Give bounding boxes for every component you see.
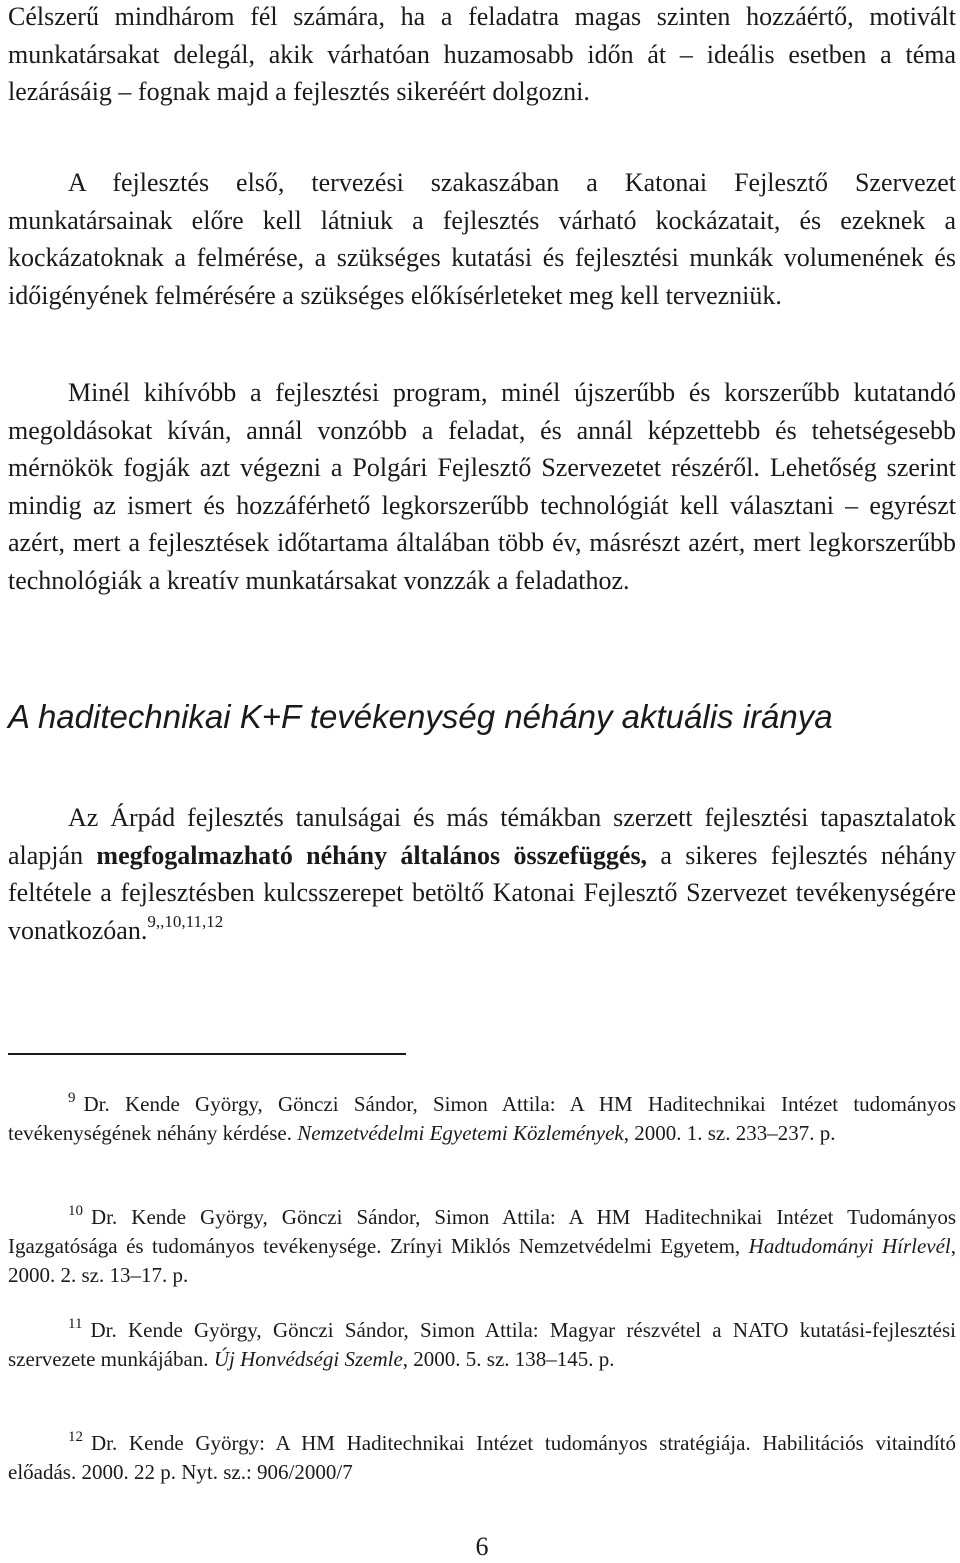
footnote-publication: Új Honvédségi Szemle [213,1347,403,1371]
footnote-citation-rest: , 2000. 2. sz. 13–17. p. [8,1234,956,1287]
paragraph-delegation: Célszerű mindhárom fél számára, ha a feladatra magas szinten hozzáértő, motivált munkatársakat delegál, akik várhatóan huzamosabb időn át – ideális esetben a téma lezárásáig – fognak majd a fejlesztés sikeréért dolgozni. [8,2,956,107]
footnote-text: Dr. Kende György, Gönczi Sándor, Simon Attila: A HM Haditechnikai Intézet Tudományos Igazgatósága és tudományos tevékenysége. Zrínyi Miklós Nemzetvédelmi Egyetem, [8,1205,956,1258]
paragraph-lessons [8,799,956,949]
footnote-separator [8,1053,406,1055]
footnote-text: Dr. Kende György, Gönczi Sándor, Simon Attila: Magyar részvétel a NATO kutatási-fejlesztési szervezete munkájában. [8,1318,956,1371]
page-number: 6 [475,1532,489,1561]
footnote-citation-rest: , 2000. 5. sz. 138–145. p. [402,1347,615,1371]
footnote-citation-rest: , 2000. 1. sz. 233–237. p. [623,1121,836,1145]
paragraph-lessons-text-after: a sikeres fejlesztés néhány feltétele a fejlesztésben kulcsszerepet betöltő Katonai Fejlesztő Szervezet tevékenységére vonatkozóan. [8,840,956,945]
footnote-text: Dr. Kende György: A HM Haditechnikai Intézet tudományos stratégiája. Habilitációs vitaindító előadás. 2000. 22 p. Nyt. sz.: 906/2000/7 [8,1431,956,1484]
paragraph-lessons-text-before: Az Árpád fejlesztés tanulságai és más témákban szerzett fejlesztési tapasztalatok alapján [8,803,956,870]
paragraph-planning-phase: A fejlesztés első, tervezési szakaszában a Katonai Fejlesztő Szervezet munkatársainak előre kell látniuk a fejlesztés várható kockázatait, és ezeknek a kockázatoknak a felmérése, a szükséges kutatási és fejlesztési munkák volumenének és időigényének felmérésére a szükséges előkísérleteket meg kell tervezniük. [8,168,956,310]
footnote-references[interactable]: 9,,10,11,12 [147,911,224,931]
section-heading: A haditechnikai K+F tevékenység néhány aktuális iránya [8,698,833,735]
footnote-12: 12 Dr. Kende György: A HM Haditechnikai Intézet tudományos stratégiája. Habilitációs vitaindító előadás. 2000. 22 p. Nyt. sz.: 906/2000/7 [8,1429,956,1484]
footnote-publication: Nemzetvédelmi Egyetemi Közlemények [297,1121,624,1145]
paragraph-challenging-program: Minél kihívóbb a fejlesztési program, minél újszerűbb és korszerűbb kutatandó megoldásokat kíván, annál vonzóbb a feladat, és annál képzettebb és tehetségesebb mérnökök fogják azt végezni a Polgári Fejlesztő Szervezetet részéről. Lehetőség szerint mindig az ismert és hozzáférhető legkorszerűbb technológiát kell választani – egyrészt azért, mert a fejlesztések időtartama általában több év, másrészt azért, mert legkorszerűbb technológiák a kreatív munkatársakat vonzzák a feladathoz. [8,378,956,595]
footnote-publication: Hadtudományi Hírlevél [748,1234,951,1258]
footnote-text: Dr. Kende György, Gönczi Sándor, Simon Attila: A HM Haditechnikai Intézet tudományos tevékenységének néhány kérdése. [8,1092,956,1145]
paragraph-lessons-bold: megfogalmazható néhány általános összefüggés, [96,840,648,870]
footnote-11: 11 Dr. Kende György, Gönczi Sándor, Simon Attila: Magyar részvétel a NATO kutatási-fejlesztési szervezete munkájában. Új Honvédségi Szemle, 2000. 5. sz. 138–145. p. [8,1316,956,1371]
footnote-9: 9 Dr. Kende György, Gönczi Sándor, Simon Attila: A HM Haditechnikai Intézet tudományos tevékenységének néhány kérdése. Nemzetvédelmi Egyetemi Közlemények, 2000. 1. sz. 233–237. p. [8,1090,956,1145]
footnote-10: 10 Dr. Kende György, Gönczi Sándor, Simon Attila: A HM Haditechnikai Intézet Tudományos Igazgatósága és tudományos tevékenysége. Zrínyi Miklós Nemzetvédelmi Egyetem, Hadtudományi Hírlevél, 2000. 2. sz. 13–17. p. [8,1203,956,1287]
